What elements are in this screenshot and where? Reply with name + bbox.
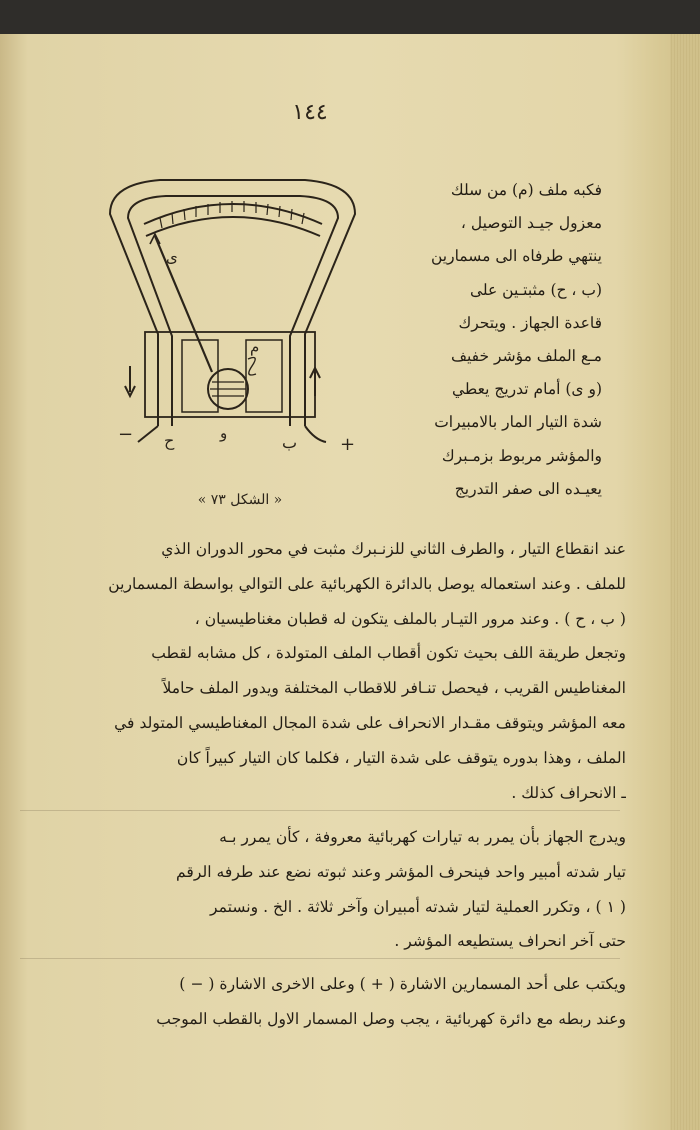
figure-caption: « الشكل ٧٣ » [197,492,283,508]
text-line: ـ الانحراف كذلك . [511,783,626,802]
ammeter-illustration [100,144,370,479]
text-line: معزول جيـد التوصيل ، [460,214,602,233]
page-number: ١٤٤ [292,100,328,125]
text-line: المغناطيس القريب ، فيحصل تنـافر للاقطاب المختلفة ويدور الملف حاملاً [162,679,626,698]
text-line: مـع الملف مؤشر خفيف [450,346,602,365]
book-page [0,34,700,1130]
text-line: والمؤشر مربوط بزمـبرك [441,446,602,465]
text-line: عند انقطاع التيار ، والطرف الثاني للزنـبرك مثبت في محور الدوران الذي [161,540,626,558]
label-minus: − [118,424,134,445]
text-line: معه المؤشر ويتوقف مقـدار الانحراف على شدة المجال المغناطيسي المتولد في [114,713,626,732]
text-line: ويدرج الجهاز بأن يمرر به تيارات كهربائية معروفة ، كأن يمرر بـه [219,828,626,846]
paragraph-divider [20,810,620,811]
text-line: فكبه ملف (م) من سلك [450,181,602,199]
label-plus: + [340,434,356,455]
ammeter-figure [100,144,370,479]
label-pointer: ى [166,248,178,266]
text-line: ( ١ ) ، وتكرر العملية لتيار شدته أمبيران وآخر ثلاثة . الخ . ونستمر [210,897,626,916]
text-line: ( ب ، ح ) . وعند مرور التيـار بالملف يتكون له قطبان مغناطيسيان ، [194,609,626,628]
label-pointer-base: و [220,424,228,442]
text-line: ينتهي طرفاه الى مسمارين [430,247,602,266]
text-line: وتجعل طريقة اللف بحيث تكون أقطاب الملف المتولدة ، كل مشابه لقطب [151,644,626,663]
text-line: يعيـده الى صفر التدريج [454,479,602,498]
label-right-terminal: ب [282,433,298,452]
label-left-terminal: ح [164,431,175,450]
text-line: ويكتب على أحد المسمارين الاشارة ( + ) وعلى الاخرى الاشارة ( − ) [179,975,626,993]
text-line: وعند ربطه مع دائرة كهربائية ، يجب وصل المسمار الاول بالقطب الموجب [156,1009,626,1028]
page-edge [670,34,700,1130]
text-line: شدة التيار المار بالامبيرات [434,413,602,432]
text-line: تيار شدته أمبير واحد فينحرف المؤشر وعند ثبوته نضع عند طرفه الرقم [176,862,626,881]
text-line: (ب ، ح) مثبتـين على [469,280,602,299]
label-coil: م [250,338,260,356]
text-line: للملف . وعند استعماله يوصل بالدائرة الكهربائية على التوالي بواسطة المسمارين [108,574,626,593]
text-line: حتى آخر انحراف يستطيعه المؤشر . [394,932,626,951]
text-line: الملف ، وهذا بدوره يتوقف على شدة التيار ، فكلما كان التيار كبيراً كان [176,748,626,767]
text-line: (و ى) أمام تدريج يعطي [451,380,602,399]
text-line: قاعدة الجهاز . ويتحرك [458,313,602,332]
side-column-text [380,174,602,506]
paragraph-divider [20,958,620,959]
pointer-needle [155,236,212,372]
paragraph-3 [18,967,626,1037]
paragraph-1 [18,532,626,810]
paragraph-2 [18,820,626,959]
